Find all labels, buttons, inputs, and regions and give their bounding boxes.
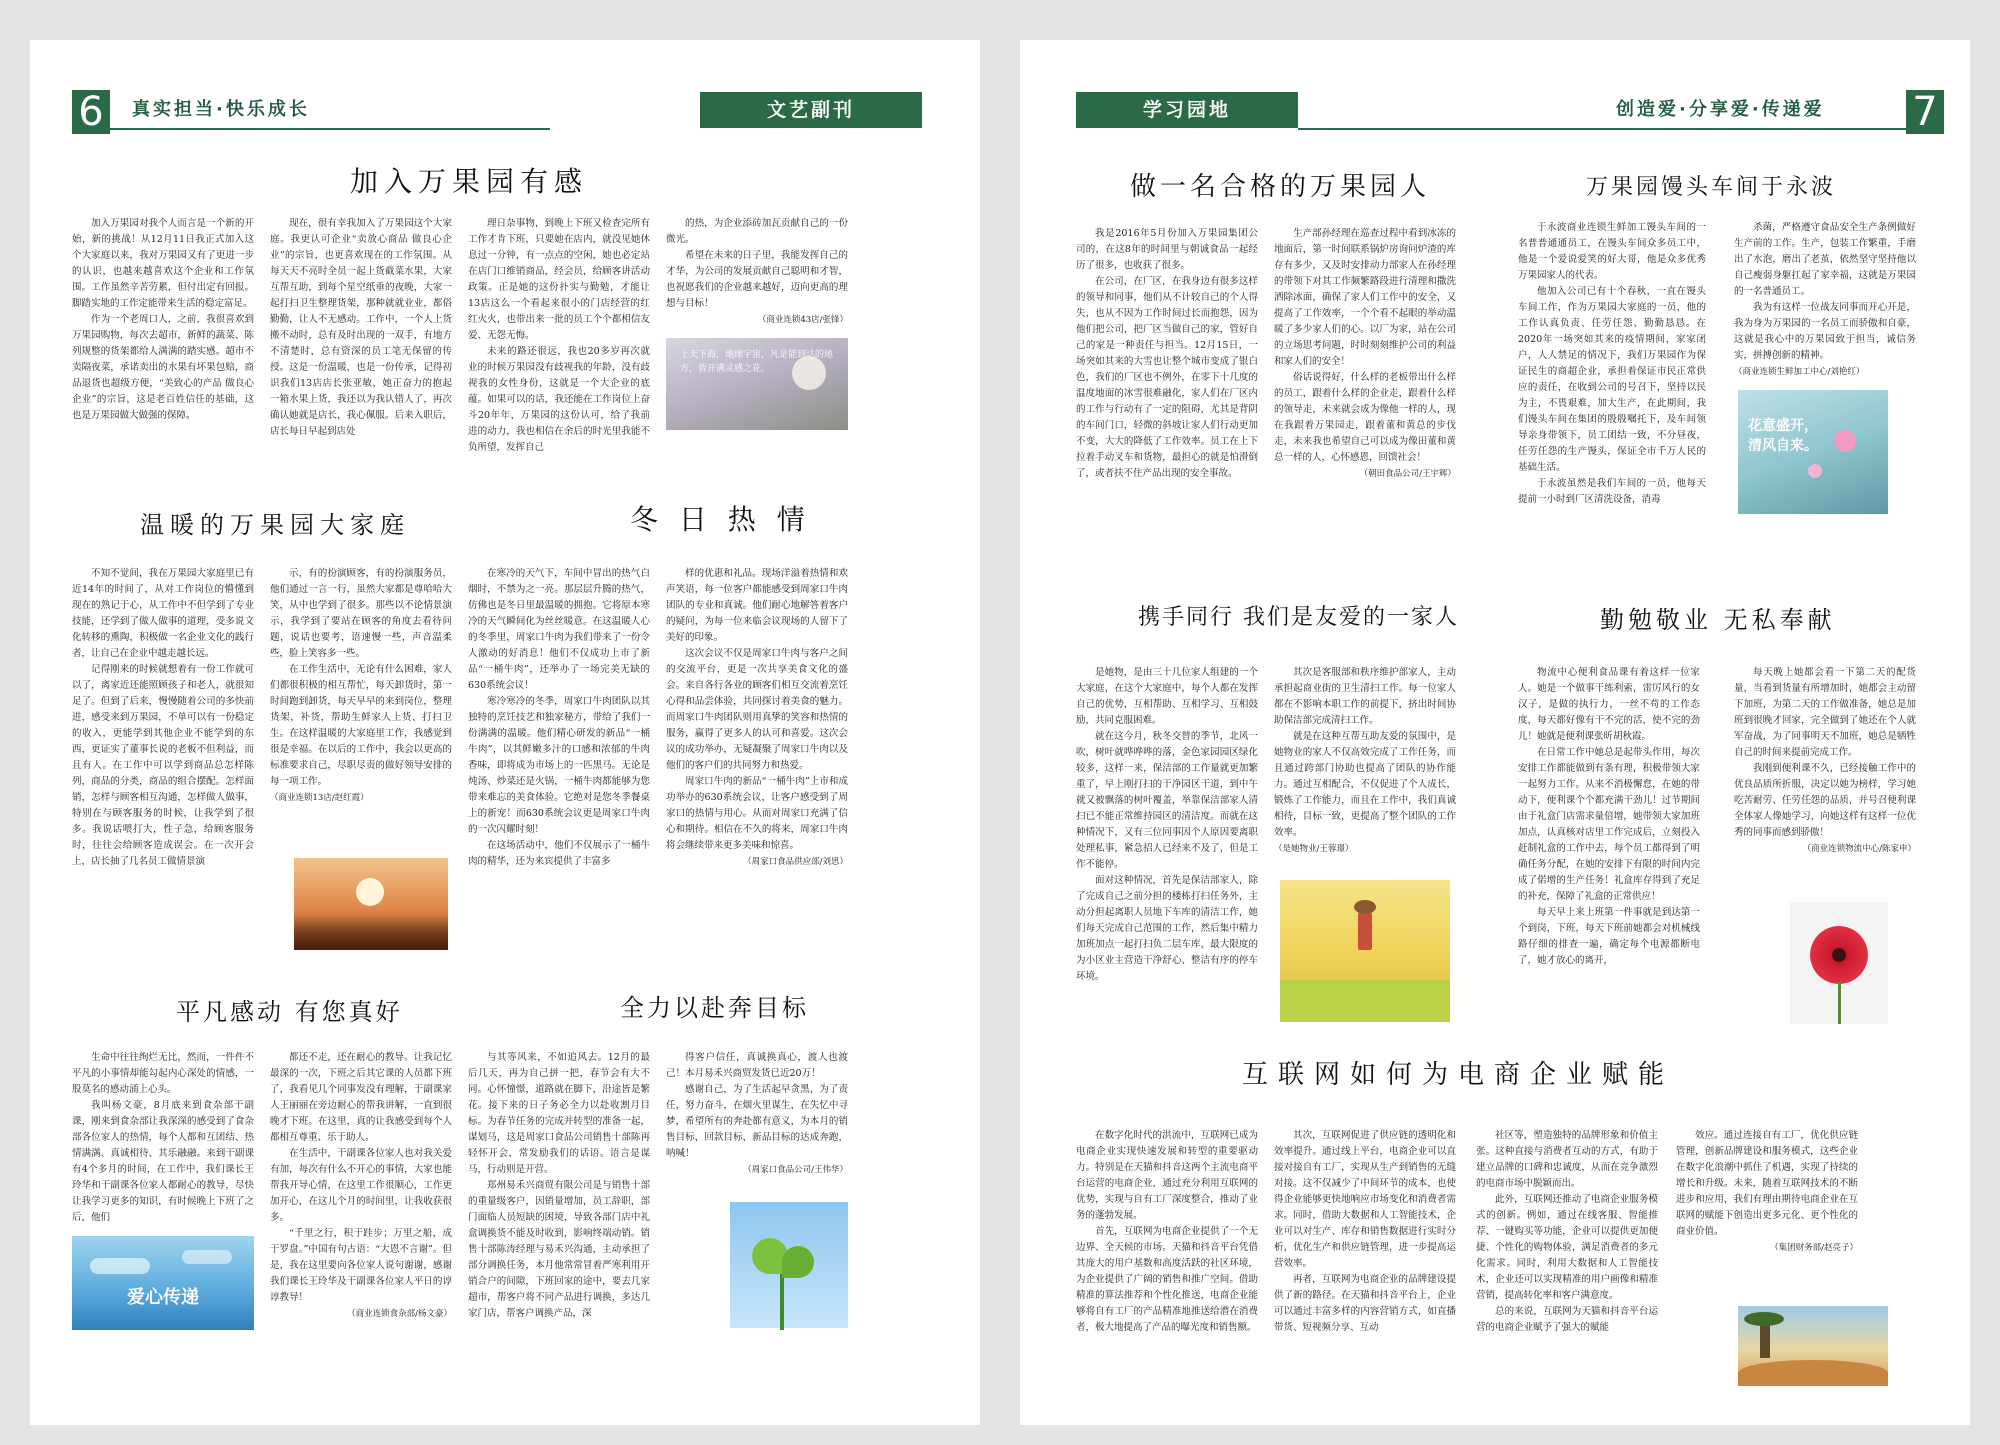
article-body bbox=[666, 1050, 848, 1200]
paragraph: 于永波商业连锁生鲜加工馒头车间的一名普普通通员工，在馒头车间众多员工中，他是一个爱说爱笑的好大哥，他是众多优秀万果园家人的代表。 bbox=[1518, 222, 1706, 281]
section-banner: 学习园地 bbox=[1076, 92, 1298, 128]
paragraph: 是她物，是由三十几位家人组建的一个大家庭，在这个大家庭中，每个人都在发挥自己的优势，互相帮助、互相学习、互相鼓励，共同克服困难。 bbox=[1076, 667, 1258, 726]
author-signature: （集团财务部/赵亮子） bbox=[1770, 1243, 1858, 1253]
paragraph: 寒冷寒冷的冬季，周家口牛肉团队以其独特的烹饪技艺和独家秘方，带给了我们一份满满的温暖。他们精心研发的新品“一桶牛肉”，以其鲜嫩多汁的口感和浓郁的牛肉香味，即将成为市场上的一匹黑马。无论是炖汤、炒菜还是火锅，一桶牛肉都能够为您带来难忘的美食体验。它绝对是您冬季餐桌上的新宠！而630系统会议更是周家口牛肉的一次闪耀时刻！ bbox=[468, 696, 650, 835]
paragraph: 样的优惠和礼品。现场洋溢着热情和欢声笑语，每一位客户都能感受到周家口牛肉团队的专业和真诚。他们耐心地解答着客户的疑问，为每一位来临会议现场的人留下了美好的印象。 bbox=[666, 568, 848, 643]
article-body bbox=[1274, 226, 1456, 561]
article-title: 万果园馒头车间于永波 bbox=[1586, 175, 1837, 200]
author-signature: （商业连锁43店/张锋） bbox=[757, 315, 848, 325]
paragraph: 杀菌，严格遵守食品安全生产条例做好生产前的工作。生产，包装工作繁重，手磨出了水泡，磨出了老茧，依然坚守坚持他以自己瘦弱身躯扛起了家幸福，这就是万果园的一名普通员工。 bbox=[1734, 222, 1916, 297]
image-caption: 爱心传递 bbox=[127, 1287, 199, 1308]
article-body bbox=[1076, 665, 1258, 1030]
paragraph: 得客户信任，真诚换真心，渡人也渡己！本月易禾兴商贸发货已近20万！ bbox=[666, 1052, 848, 1079]
image-caption: 花意盛开，清风自来。 bbox=[1748, 418, 1818, 454]
paragraph: 我刚到便利课不久，已经接触工作中的优良品质所折服，决定以她为榜样，学习她吃苦耐劳、任劳任怨的品质，并号召便利课全体家人像她学习，向她这样有这样一位优秀的同事而感到骄傲！ bbox=[1734, 763, 1916, 838]
paragraph: 与其等风来，不如追风去。12月的最后几天，再为自己拼一把，春节会有大不同。心怀憧憬，道路就在脚下，沿途皆是繁花。接下来的日子务必全力以赴收割月目标。为春节任务的完成并转型的准备一起，谋划马，这是周家口食品公司销售十部陈再轻怀开会，常发励我们的话语。语言是谋马，行动则是开营。 bbox=[468, 1052, 650, 1175]
section-banner: 文艺副刊 bbox=[700, 92, 922, 128]
paragraph: 面对这种情况，首先是保洁部家人，除了完成自己之前分担的楼栋打扫任务外，主动分担起离职人员地下车库的清洁工作，她们每天完成自己范围的工作，然后集中精力加班加点一起打扫负二层车库，最大限度的为小区业主营造干净舒心、整洁有序的停车环境。 bbox=[1076, 875, 1258, 982]
paragraph: 作为一个老周口人，之前，我很喜欢到万果园购物，每次去超市，新鲜的蔬菜、陈列规整的货架都给人满满的踏实感。超市不卖隔夜菜，承诺卖出的水果有坏果包赔，商品退货也超级方便，“美致心的产品 做良心企业”的宗旨，这是老百姓信任的基础，这也是万果园做大做强的保障。 bbox=[72, 314, 254, 421]
paragraph: 在公司，在厂区，在我身边有很多这样的领导和同事，他们从不计较自己的个人得失，也从不因为工作时间过长而抱怨，因为他们把公司，把厂区当做自己的家，管好自己的家是一种责任与担当。12月15日，一场突如其来的大雪也让整个城市变成了银白色，我们的厂区也不例外，在零下十几度的温度地面的冰雪很难融化，家人们在厂区内的工作与行动有了一定的阻碍，尤其是背阴的车间门口，轻微的斜坡让家人们行动更加不变，大大的降低了工作效率。员工在上下拉着手动叉车和货物，最担心的就是怕滑倒了，或者扶不住产品出现的安全事故。 bbox=[1076, 276, 1258, 479]
paragraph: 在这场活动中，他们不仅展示了一桶牛肉的精华，还为来宾提供了丰富多 bbox=[468, 840, 650, 867]
article-image bbox=[1790, 902, 1888, 1024]
paragraph: 未来的路还很远，我也20多岁再次就业的时候万果园没有歧视我的年龄，没有歧视我的女性身份，这就是一个大企业的底蕴。如果可以的话，我还能在工作岗位上奋斗20年年，万果园的这份认可，给了我前进的动力，我也相信在余后的时光里我能不负所望，发挥自己 bbox=[468, 346, 650, 453]
paragraph: 加入万果园对我个人而言是一个新的开始，新的挑战！从12月11日我正式加入这个大家庭以来，我对万果园又有了更进一步的认识，也越来越喜欢这个企业和工作氛围。工作虽然辛苦劳累，但付出定有回报。脚踏实地的工作定能带来生活的稳定富足。 bbox=[72, 218, 254, 309]
author-signature: （是她物业/王蓉璟） bbox=[1274, 844, 1354, 854]
paragraph: 生产部孙经理在巡查过程中看到冰冻的地面后，第一时间联系锅炉房询问炉渣的库存有多少，又及时安排动力部家人在孙经理的带领下对其工作频繁路段进行清理和撒洗洒除冰面，确保了家人们工作中的安全，又提高了工作效率，一个个看不起眼的举动温暖了多少家人们的心。以厂为家，站在公司的立场思考问题，时时刻刻维护公司的利益和家人们的安全！ bbox=[1274, 228, 1456, 367]
paragraph: 郑州易禾兴商贸有限公司是与销售十部的重量级客户，因销量增加，员工辞职，部门面临人员短缺的困境，导致各部门店中礼盒调换货不能及时收到，影响终端动销。销售十部陈涛经理与易禾兴沟通，主动承担了部分调换任务，本月他常常冒着严寒利用开销合户的间隙，下班回家的途中，要去几家超市，帮客户将不同产品进行调换，多达几家门店，帮客户调换产品，深 bbox=[468, 1180, 650, 1319]
article-body bbox=[1076, 1128, 1258, 1398]
paragraph: 感谢自己，为了生活起早贪黑，为了责任，努力奋斗，在烟火里谋生，在失忆中寻梦，希望所有的奔赴都有意义，为本月的销售目标，回款目标，新品目标的达成奔跑，呐喊！ bbox=[666, 1084, 848, 1159]
article-body bbox=[1476, 1128, 1658, 1398]
paragraph: 他加入公司已有十个春秋，一直在馒头车间工作，作为万果园大家庭的一员，他的工作认真负责、任劳任怨、勤勤恳恳。在2020年一场突如其来的疫情期间，家家闭户，人人禁足的情况下，我们万果园作为保证民生的商超企业，承担着保证市民正常供应的责任，在收到公司的号召下，坚持以民为主，不畏艰难，加大生产，在此期间，我们馒头车间在集团的殷殷嘱托下，及车间领导亲身带领下，员工团结一致，不分昼夜，任劳任怨的生产馒头，保证全市千万人民的基础生活。 bbox=[1518, 286, 1706, 473]
paragraph: 俗话说得好，什么样的老板带出什么样的员工，跟着什么样的企业走，跟着什么样的领导走，未来就会成为像他一样的人，现在我跟着万果园走，跟着董和黄总的步伐走，未来我也希望自己可以成为像田董和黄总一样的人，心怀感恩，回馈社会！ bbox=[1274, 372, 1456, 463]
paragraph: 都还不走，还在耐心的教导。让我记忆最深的一次，下班之后其它课的人员都下班了，我看见几个同事发没有理解，于副课家人王丽丽在旁边耐心的帮我讲解，一直到很晚才下班。在这里，真的让我感受到每个人都相互尊重、乐于助人。 bbox=[270, 1052, 452, 1143]
page-slogan: 创造爱·分享爱·传递爱 bbox=[1616, 99, 1825, 120]
paragraph: 效应。通过连接自有工厂，优化供应链管理，创新品牌建设和服务模式，这些企业在数字化浪潮中抓住了机遇，实现了持续的增长和升级。未来，随着互联网技术的不断进步和应用，我们有理由期待电商企业在互联网的赋能下创造出更多元化、更个性化的商业价值。 bbox=[1676, 1130, 1858, 1237]
article-title: 温暖的万果园大家庭 bbox=[140, 511, 410, 539]
paragraph: 这次会议不仅是周家口牛肉与客户之间的交流平台，更是一次共享美食文化的盛会。来自各行各业的顾客们相互交流着烹饪心得和品尝体验，共同探讨着美食的魅力。而周家口牛肉团队则用真挚的笑容和热情的服务，赢得了更多人的认可和喜爱。这次会议的成功举办，无疑凝聚了周家口牛肉以及他们的客户们的共同努力和热爱。 bbox=[666, 648, 848, 771]
paragraph: 现在，很有幸我加入了万果园这个大家庭。我更认可企业“卖放心商品 做良心企业”的宗旨，也更喜欢现在的工作氛围。从每天天不亮时全员一起上货截菜水果，大家互帮互助，到每个星空纸垂的夜晚，大家一起打扫卫生整理货架，那种就就业业，都俗勤勤，让人不无感动。工作中，一个人上货搬不动时，总有及时出现的一双手，有地方不清楚时，总有资深的员工笔无保留的传授。这是一份温暖，也是一份传承，记得初识我们13店店长张亚敏，她正奋力的抱起一箱水果上货，我还以为我认错人了，再次确认她就是店长，我心佩服。后来入职后，店长每日早起到店处 bbox=[270, 218, 452, 437]
article-body bbox=[270, 1050, 452, 1340]
article-image bbox=[1738, 390, 1888, 514]
paragraph: “千里之行，积于跬步；万里之船，成于罗盘。”中国有句古语：“大恩不言谢”。但是，我在这里要向各位家人说句谢谢，感谢我们课长王玲华及干副课各位家人平日的谆谆教导！ bbox=[270, 1228, 452, 1303]
article-body bbox=[1676, 1128, 1858, 1308]
paragraph: 记得刚来的时候就想着有一份工作就可以了，离家近还能照顾孩子和老人，就很知足了。但到了后来，慢慢随着公司的多快前进，感受来到万果园，不单可以有一份稳定的收入，更能学到其他企业不能学到的东西，更证实了董事长说的老板不但利益，而且有人。在工作中可以学到商品总怎样陈列，商品的分类，商品的组合摆配。怎样面销，怎样与顾客相互沟通，怎样做人做事，特别在与顾客服务的时候，让我学到了很多。我说话喂打大，性子急，给顾客服务时，往往会给顾客造成误会。在一次开会上，店长抽了几名员工做情景演 bbox=[72, 664, 254, 867]
article-body bbox=[1518, 220, 1706, 560]
paragraph: 生命中往往绚烂无比，然而，一件件不平凡的小事情却能勾起内心深处的情感，一股莫名的感动涌上心头。 bbox=[72, 1052, 254, 1095]
article-body bbox=[1518, 665, 1700, 1030]
article-title: 互联网如何为电商企业赋能 bbox=[1242, 1060, 1675, 1090]
article-image bbox=[1738, 1306, 1888, 1386]
paragraph: 就在这今月，秋冬交替的季节，北风一吹，树叶就哗哗哗的落，金色家园园区绿化较多，这样一来，保洁部的工作量就更加繁重了，早上刚打扫的干净园区干道，到中午就又被飘落的树叶覆盖，举靠保洁部家人清扫已不能正常维持园区的清洁度。而就在这种情况下，又有三位同事因个人原因要离职处理私事，紧急招人已经来不及了，但是工作不能停。 bbox=[1076, 731, 1258, 870]
article-image bbox=[1280, 880, 1450, 1022]
page-6 bbox=[30, 40, 980, 1425]
author-signature: （朝田食品公司/王宇辉） bbox=[1359, 469, 1456, 479]
article-body bbox=[72, 1050, 254, 1230]
article-body bbox=[468, 566, 650, 956]
paragraph: 在日常工作中她总是起带头作用，每次安排工作都能做到有条有理，积极带领大家一起努力工作。从来不消极懈怠，在她的带动下，便利课个个都充满干劲儿！过节期间由于礼盒门店需求量倍增，她带领大家加班加点，认真核对店里工作完成后，立刻投入赶制礼盒的工作中去，每个员工都得到了明确任务分配，在她的安排下有限的时间内完成了偌增的生产任务！礼盒库存得到了充足的补充，保障了礼盒的正常供应！ bbox=[1518, 747, 1700, 902]
author-signature: （商业连锁13店/赵红霞） bbox=[270, 793, 369, 803]
paragraph: 在工作生活中，无论有什么困难，家人们都很积极的相互帮忙，每天卸货时，第一时间跑到卸货，每天早早的来到岗位，整理货架，补货，帮助生鲜家人上货、打扫卫生。在这样温暖的大家庭里工作，我感觉到很是幸福。在以后的工作中，我会以更高的标准要求自己，尽职尽责的做好领导安排的每一项工作。 bbox=[270, 664, 452, 787]
article-body bbox=[468, 1050, 650, 1340]
paragraph: 就是在这种互帮互助友爱的氛围中，是她物业的家人不仅高效完成了工作任务，而且通过跨部门协助也提高了团队的协作能力。通过互相配合，不仅促进了个人成长，锻炼了工作能力，而且在工作中，我们真诚相待，目标一致，更提高了整个团队的工作效率。 bbox=[1274, 731, 1456, 838]
article-body bbox=[468, 216, 650, 453]
article-title: 平凡感动 有您真好 bbox=[176, 998, 403, 1026]
paragraph: 在生活中，干副课各位家人也对我关爱有加，每次有什么不开心的事情，大家也能帮我开导心情，在这里工作很顺心，工作更加开心，在这儿个月的时间里，让我收获很多。 bbox=[270, 1148, 452, 1223]
paragraph: 每天早上来上班第一件事就是到达第一个到岗，下班，每天下班前她都会对机械线路仔细的排查一遍，确定每个电源都断电了，她才放心的离开， bbox=[1518, 907, 1700, 966]
paragraph: 再者，互联网为电商企业的品牌建设提供了新的路径。在天猫和抖音平台上，企业可以通过丰富多样的内容营销方式，如直播带货、短视频分享、互动 bbox=[1274, 1274, 1456, 1333]
paragraph: 此外，互联网还推动了电商企业服务模式的创新。例如，通过在线客服、智能推荐、一键购买等功能，企业可以提供更加便捷、个性化的购物体验，满足消费者的多元化需求。同时，利用大数据和人工智能技术，企业还可以实现精准的用户画像和精准营销，提高转化率和客户满意度。 bbox=[1476, 1194, 1658, 1301]
article-body bbox=[270, 566, 452, 848]
paragraph: 在数字化时代的洪流中，互联网已成为电商企业实现快速发展和转型的重要驱动力。特别是在天猫和抖音这两个主流电商平台运营的电商企业，通过充分利用互联网的优势，实现与自有工厂深度整合，推动了业务的蓬勃发展。 bbox=[1076, 1130, 1258, 1221]
article-body bbox=[1274, 1128, 1456, 1398]
article-title: 加入万果园有感 bbox=[350, 165, 589, 198]
paragraph: 社区等，塑造独特的品牌形象和价值主张。这种直接与消费者互动的方式，有助于建立品牌的口碑和忠诚度，从而在竞争激烈的电商市场中脱颖而出。 bbox=[1476, 1130, 1658, 1189]
paragraph: 其次，互联网促进了供应链的透明化和效率提升。通过线上平台，电商企业可以直接对接自有工厂，实现从生产到销售的无缝对接。这不仅减少了中间环节的成本，也使得企业能够更快地响应市场变化和消费者需求。同时，借助大数据和人工智能技术，企业可以对生产、库存和销售数据进行实时分析，优化生产和供应链管理，进一步提高运营效率。 bbox=[1274, 1130, 1456, 1269]
article-body bbox=[1734, 220, 1916, 400]
author-signature: （商业连锁食杂部/杨文豪） bbox=[347, 1309, 452, 1319]
header-rule bbox=[110, 128, 550, 130]
author-signature: （商业连锁物流中心/陈家申） bbox=[1802, 844, 1916, 854]
article-body bbox=[1076, 226, 1258, 561]
article-title: 全力以赴奔目标 bbox=[620, 994, 809, 1022]
page-number: 7 bbox=[1906, 90, 1944, 134]
article-body bbox=[666, 216, 848, 326]
paragraph: 首先，互联网为电商企业提供了一个无边界、全天候的市场。天猫和抖音平台凭借其庞大的用户基数和高度活跃的社区环境，为企业提供了广阔的销售和推广空间。借助精准的算法推荐和个性化推送，电商企业能够将自有工厂的产品精准地推送给潜在消费者，极大地提高了产品的曝光度和销售额。 bbox=[1076, 1226, 1258, 1333]
article-title: 冬 日 热 情 bbox=[630, 503, 811, 536]
article-body bbox=[270, 216, 452, 437]
article-title: 做一名合格的万果园人 bbox=[1130, 172, 1431, 202]
article-image bbox=[294, 858, 448, 950]
paragraph: 物流中心便利食品课有着这样一位家人。她是一个做事干练利索，雷厉风行的女汉子，是做的执行力，一丝不苟的工作态度，每天都好像有干不完的活，使不完的劲儿！她就是便利课张昕胡秋霞。 bbox=[1518, 667, 1700, 742]
paragraph: 在寒冷的天气下，车间中冒出的热气白烟时，不禁为之一亮。那层层升腾的热气，仿佛也是冬日里最温暖的拥抱。它将原本寒冷的天气瞬间化为丝丝暖意。在这温暖人心的冬季里，周家口牛肉为我们带来了一份令人激动的好消息！他们不仅成功上市了新品“一桶牛肉”，还举办了一场完美无缺的630系统会议！ bbox=[468, 568, 650, 691]
author-signature: （周家口食品供应部/刘思） bbox=[743, 857, 848, 867]
article-body bbox=[1734, 665, 1916, 870]
image-caption: 上天下海，地球宇宙，凡是能到达的地方，皆开满灵感之花。 bbox=[680, 350, 834, 374]
paragraph: 总的来说，互联网为天猫和抖音平台运营的电商企业赋予了强大的赋能 bbox=[1476, 1306, 1658, 1333]
article-image bbox=[72, 1236, 254, 1330]
article-body bbox=[1274, 665, 1456, 870]
paragraph: 于永波虽然是我们车间的一员，他每天提前一小时到厂区清洗设备，消毒 bbox=[1518, 478, 1706, 505]
article-body bbox=[72, 566, 254, 956]
header-rule bbox=[1298, 128, 1918, 130]
paragraph: 希望在未来的日子里，我能发挥自己的才华，为公司的发展贡献自己聪明和才智，也祝愿我们的企业越来越好，迈向更高的理想与目标！ bbox=[666, 250, 848, 309]
paragraph: 周家口牛肉的新品“一桶牛肉”上市和成功举办的630系统会议，让客户感受到了周家口的热情与用心。从而对周家口充满了信心和期待。相信在不久的将来，周家口牛肉将会继续带来更多美味和惊喜。 bbox=[666, 776, 848, 851]
article-image bbox=[666, 338, 848, 430]
paragraph: 示，有的扮演顾客，有的扮演服务员，他们通过一言一行，虽然大家都是尊哈哈大笑，从中也学到了很多。那些以不论情景演示，我学到了要站在顾客的角度去看待问题，说话也要考，语速慢一些，声音温柔些，脸上笑容多一些。 bbox=[270, 568, 452, 659]
paragraph: 的热，为企业添砖加瓦贡献自己的一份微光。 bbox=[666, 218, 848, 245]
paragraph: 每天晚上她都会看一下第二天的配货量，当看到货量有所增加时，她都会主动留下加班，为第二天的工作做准备，她总是加班到很晚才回家，完全做到了她还在个人就军奋战，为了同事明天不加班，她总是牺牲自己的时间来提前完成工作。 bbox=[1734, 667, 1916, 758]
page-7 bbox=[1020, 40, 1970, 1425]
article-body bbox=[666, 566, 848, 956]
article-body bbox=[72, 216, 254, 426]
article-title: 携手同行 我们是友爱的一家人 bbox=[1138, 605, 1459, 630]
page-number: 6 bbox=[72, 90, 110, 134]
paragraph: 我叫杨文豪，8月底来到食杂部干副课，刚来到食杂部让我深深的感受到了食杂部各位家人的热情，每个人都和互团结、热情满满、真诚相待、其乐融融。来到干副课有4个多月的时间，在工作中，我们课长王玲华和干副课各位家人都耐心的教导，尽快让我学习更多的知识，有时候晚上下班了之后，他们 bbox=[72, 1100, 254, 1223]
paragraph: 其次是客服部和秩序维护部家人，主动承担起商业街的卫生清扫工作。每一位家人都在不影响本职工作的前提下，挤出时间协助保洁部完成清扫工作。 bbox=[1274, 667, 1456, 726]
paragraph: 我是2016年5月份加入万果园集团公司的，在这8年的时间里与朝诚食品一起经历了很多，也收获了很多。 bbox=[1076, 228, 1258, 271]
article-image bbox=[730, 1202, 848, 1328]
paragraph: 理日杂事物，到晚上下班又检查完所有工作才肯下班，只要她在店内，就没见她休息过一分钟，有一点点的空闲，她也必定站在店门口维销商品，经会员，给顾客讲活动政策。正是她的这份扑实与勤勉，才能让13店这么一个看起来很小的门店经营的红红火火，也带出来一批的员工个个都相信友爱、无怨无悔。 bbox=[468, 218, 650, 341]
page-slogan: 真实担当·快乐成长 bbox=[132, 99, 310, 120]
paragraph: 不知不觉间，我在万果园大家庭里已有近14年的时间了，从对工作岗位的懵懂到现在的熟记于心，从工作中不但学到了专业技能，还学到了做人做事的道理，受多说文化转移的熏陶，积极做一名企业文化的践行者，让自己在企业中越走越长远。 bbox=[72, 568, 254, 659]
author-signature: （商业连锁生鲜加工中心/刘艳红） bbox=[1734, 367, 1865, 377]
article-title: 勤勉敬业 无私奉献 bbox=[1600, 606, 1836, 634]
paragraph: 我为有这样一位战友同事而开心开是，我为身为万果园的一名员工而骄傲和自豪，这就是我心中的万果园致于担当，诚信务实，拼搏创新的精神。 bbox=[1734, 302, 1916, 361]
author-signature: （周家口食品公司/王伟华） bbox=[743, 1165, 848, 1175]
